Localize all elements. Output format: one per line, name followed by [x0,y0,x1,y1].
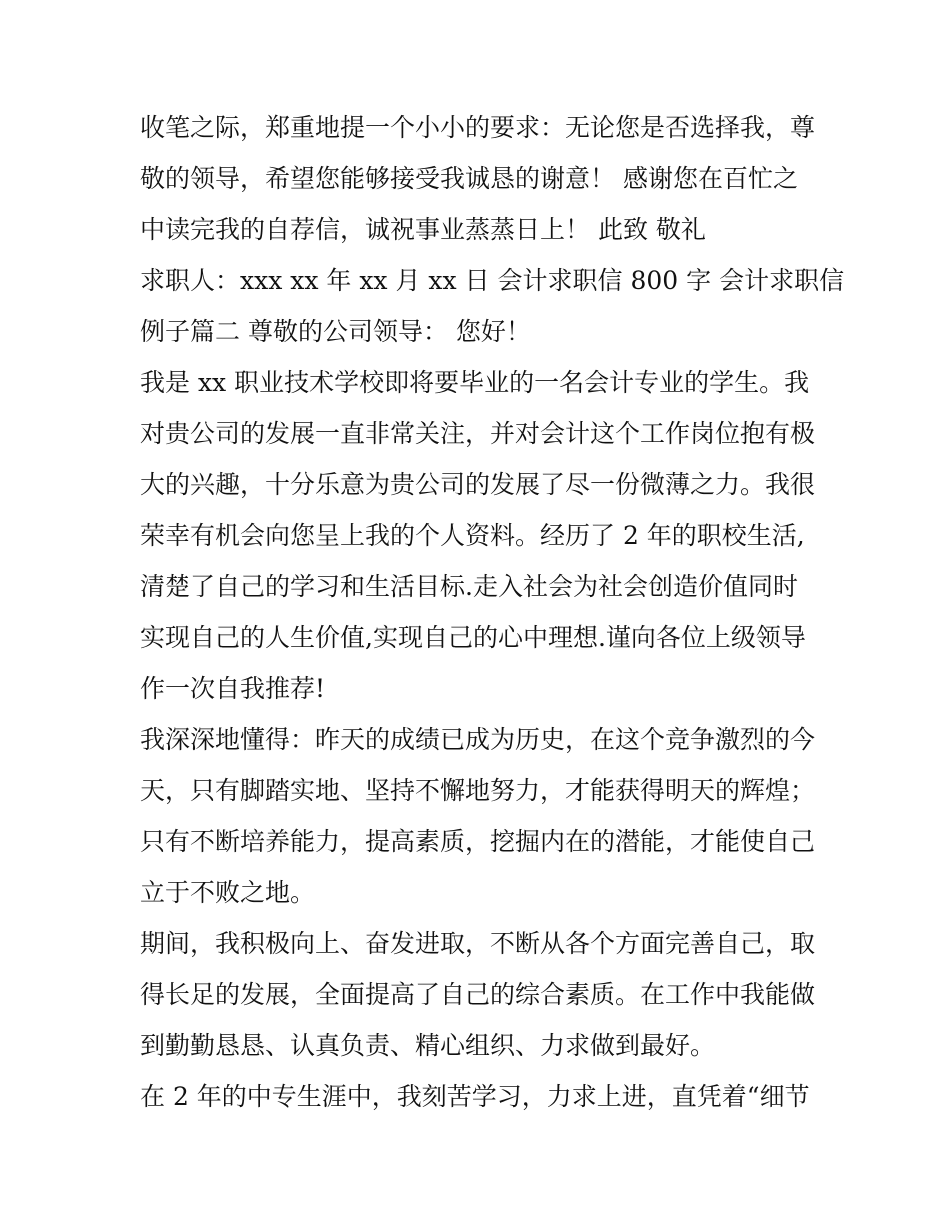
text-line: 得长足的发展，全面提高了自己的综合素质。在工作中我能做 [140,980,816,1009]
text-line: 求职人：xxx xx 年 xx 月 xx 日 会计求职信 800 字 会计求职信 [140,266,845,295]
text-line: 天，只有脚踏实地、坚持不懈地努力，才能获得明天的辉煌； [140,776,816,805]
text-line: 作一次自我推荐! [140,674,326,703]
text-line: 荣幸有机会向您呈上我的个人资料。经历了 2 年的职校生活, [140,521,805,550]
text-line: 敬的领导，希望您能够接受我诚恳的谢意！ 感谢您在百忙之 [140,164,798,193]
text-line: 我深深地懂得：昨天的成绩已成为历史，在这个竞争激烈的今 [140,725,816,754]
text-line: 只有不断培养能力，提高素质，挖掘内在的潜能，才能使自己 [140,827,816,856]
text-line: 到勤勤恳恳、认真负责、精心组织、力求做到最好。 [140,1031,716,1060]
text-line: 我是 xx 职业技术学校即将要毕业的一名会计专业的学生。我 [140,368,810,397]
text-line: 中读完我的自荐信，诚祝事业蒸蒸日上！ 此致 敬礼 [140,215,706,244]
text-line: 在 2 年的中专生涯中，我刻苦学习，力求上进，直凭着“细节 [140,1082,810,1111]
text-line: 清楚了自己的学习和生活目标.走入社会为社会创造价值同时 [140,572,798,601]
text-line: 对贵公司的发展一直非常关注，并对会计这个工作岗位抱有极 [140,419,816,448]
text-line: 收笔之际，郑重地提一个小小的要求：无论您是否选择我，尊 [140,113,816,142]
text-line: 大的兴趣，十分乐意为贵公司的发展了尽一份微薄之力。我很 [140,470,816,499]
text-line: 实现自己的人生价值,实现自己的心中理想.谨向各位上级领导 [140,623,806,652]
text-line: 立于不败之地。 [140,878,316,907]
text-line: 例子篇二 尊敬的公司领导： 您好！ [140,317,531,346]
text-line: 期间，我积极向上、奋发进取，不断从各个方面完善自己，取 [140,929,816,958]
